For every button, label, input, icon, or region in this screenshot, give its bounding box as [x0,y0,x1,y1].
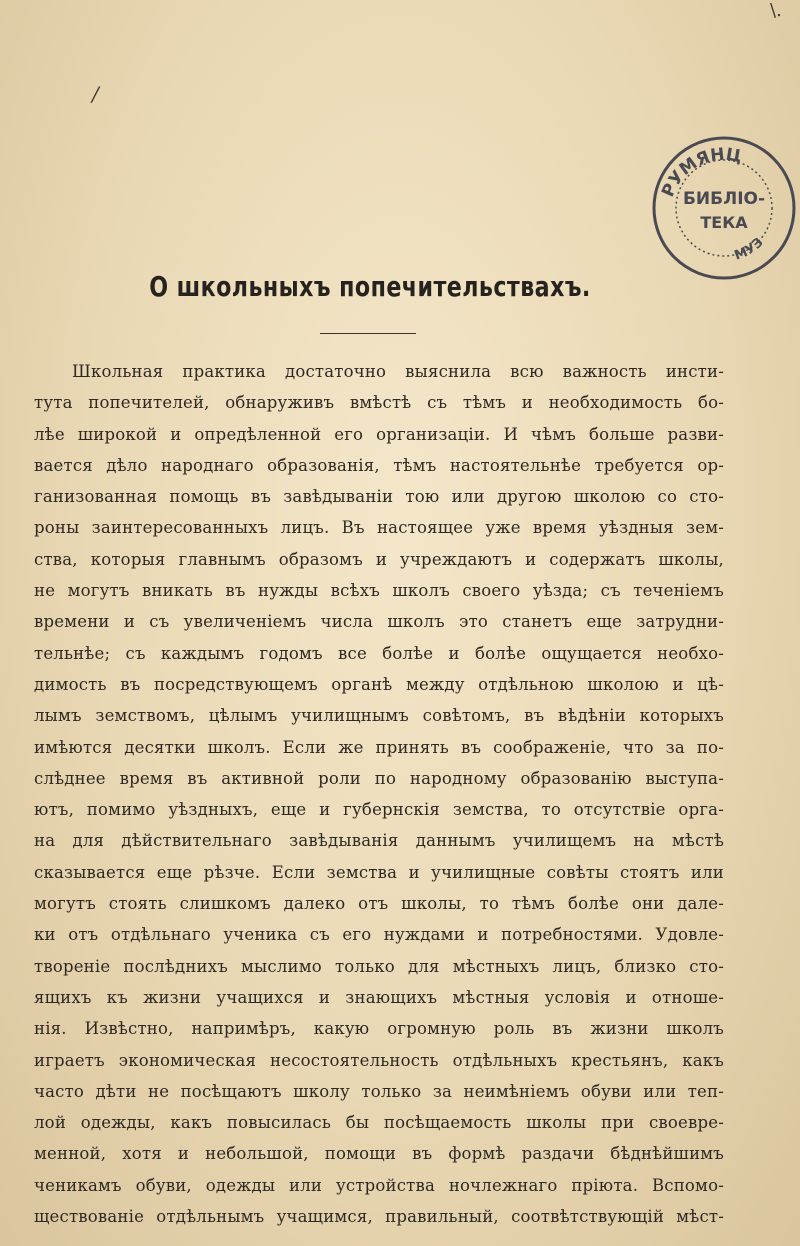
text-line: могутъ стоять слишкомъ далеко отъ школы, то тѣмъ болѣе они дале- [34,894,724,914]
body-text [34,356,724,1232]
text-line: ществованіе отдѣльнымъ учащимся, правильный, соотвѣтствующій мѣст- [34,1207,724,1227]
text-line: Школьная практика достаточно выяснила всю важность инсти- [72,362,724,381]
corner-mark: \. [770,0,782,21]
text-line: ства, которыя главнымъ образомъ и учреждаютъ и содержатъ школы, [34,549,724,569]
text-line: ки отъ отдѣльнаго ученика съ его нуждами и потребностями. Удовле- [34,925,724,945]
text-line: ютъ, помимо уѣздныхъ, еще и губернскія земства, то отсутствіе орга- [34,800,724,820]
text-line: слѣднее время въ активной роли по народному образованію выступа- [34,768,724,788]
text-line: времени и съ увеличеніемъ числа школъ это станетъ еще затрудни- [34,612,724,632]
text-line: лымъ земствомъ, цѣлымъ училищнымъ совѣтомъ, въ вѣдѣніи которыхъ [34,706,724,726]
stamp-line-1: БИБЛІО- [682,189,766,209]
text-line: вается дѣло народнаго образованія, тѣмъ настоятельнѣе требуется ор- [34,455,724,475]
margin-mark: / [92,82,99,106]
text-line: ящихъ къ жизни учащихся и знающихъ мѣстныя условія и отноше- [34,987,724,1007]
text-line: лѣе широкой и опредѣленной его организаціи. И чѣмъ больше разви- [34,424,724,444]
page-title: О школьныхъ попечительствахъ. [149,270,591,303]
text-line: часто дѣти не посѣщаютъ школу только за неимѣніемъ обуви или теп- [34,1081,724,1101]
text-line: тельнѣе; съ каждымъ годомъ все болѣе и болѣе ощущается необхо- [34,643,724,663]
text-line: ганизованная помощь въ завѣдываніи тою или другою школою со сто- [34,487,724,507]
text-line: тута попечителей, обнаруживъ вмѣстѣ съ тѣмъ и необходимость бо- [34,393,724,413]
text-line: нія. Извѣстно, напримѣръ, какую огромную роль въ жизни школъ [34,1019,724,1039]
text-line: на для дѣйствительнаго завѣдыванія даннымъ училищемъ на мѣстѣ [34,831,724,851]
text-line: менной, хотя и небольшой, помощи въ формѣ раздачи бѣднѣйшимъ [34,1144,724,1164]
stamp-arc-top: РУМЯНЦ [658,144,744,200]
text-line: сказывается еще рѣзче. Если земства и училищные совѣты стоятъ или [34,862,724,882]
text-line: димость въ посредствующемъ органѣ между отдѣльною школою и цѣ- [34,674,724,694]
stamp-line-2: ТЕКА [700,213,748,232]
text-line: не могутъ вникать въ нужды всѣхъ школъ своего уѣзда; съ теченіемъ [34,581,724,601]
text-line: играетъ экономическая несостоятельность отдѣльныхъ крестьянъ, какъ [34,1050,724,1070]
text-line: роны заинтересованныхъ лицъ. Въ настоящее уже время уѣздныя зем- [34,518,724,538]
title-divider [320,333,416,334]
text-line: ченикамъ обуви, одежды или устройства ночлежнаго пріюта. Вспомо- [34,1175,724,1195]
text-line: имѣются десятки школъ. Если же принять въ соображеніе, что за по- [34,737,724,757]
text-line: лой одежды, какъ повысилась бы посѣщаемость школы при своевре- [34,1113,724,1133]
library-stamp [648,130,798,280]
stamp-arc-bottom: МУЗ [732,235,767,264]
text-line: твореніе послѣднихъ мыслимо только для мѣстныхъ лицъ, близко сто- [34,956,724,976]
